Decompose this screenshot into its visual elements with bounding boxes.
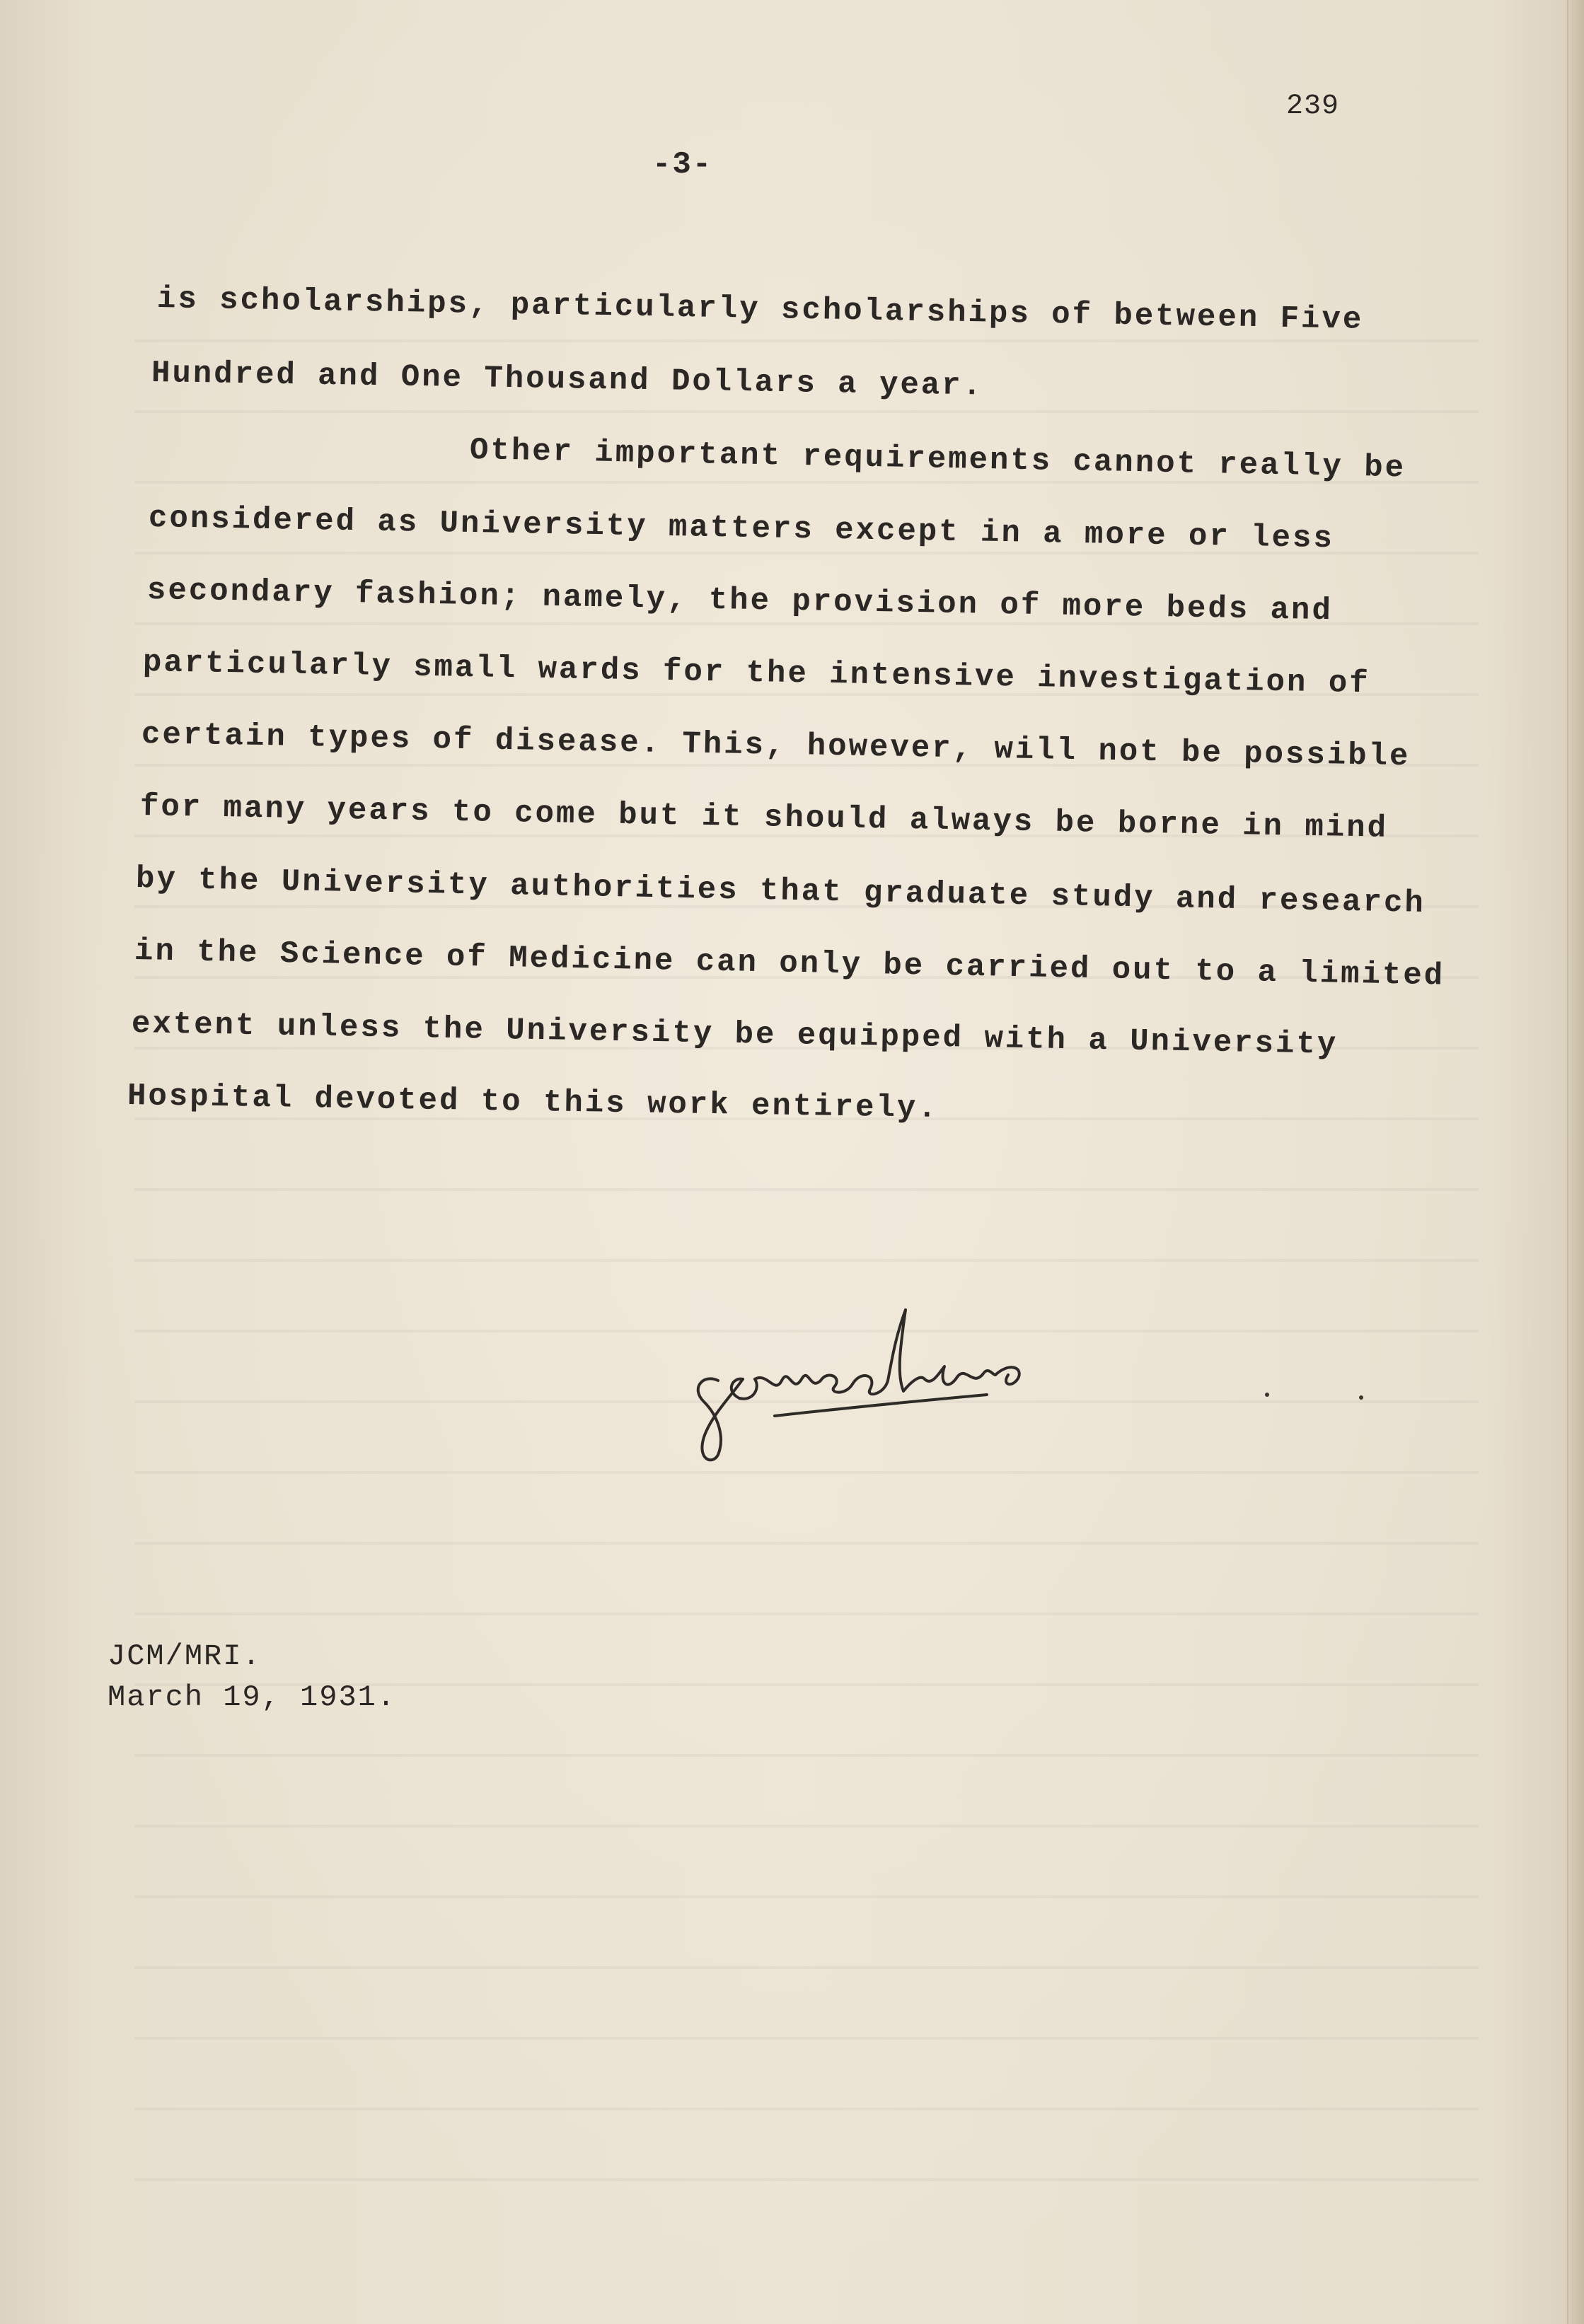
ink-dot: [1265, 1393, 1269, 1397]
page-number: 239: [1286, 91, 1340, 122]
typist-initials: JCM/MRI.: [108, 1639, 262, 1673]
page-marker: -3-: [652, 147, 713, 182]
body-line: Other important requirements cannot really be: [469, 433, 1406, 487]
body-line: certain types of disease. This, however, will not be possible: [141, 717, 1411, 775]
body-line: particularly small wards for the intensive investigation of: [142, 645, 1371, 702]
body-line: Hundred and One Thousand Dollars a year.: [151, 356, 984, 405]
body-line: by the University authorities that graduate study and research: [135, 861, 1426, 922]
ink-dot: [1359, 1395, 1363, 1400]
body-line: Hospital devoted to this work entirely.: [127, 1079, 940, 1127]
handwritten-signature: [676, 1296, 1171, 1465]
body-line: for many years to come but it should always be borne in mind: [139, 789, 1389, 847]
body-line: considered as University matters except in a more or less: [148, 501, 1335, 557]
body-line: in the Science of Medicine can only be carried out to a limited: [134, 934, 1445, 994]
page-edge-line: [1567, 0, 1568, 2324]
body-line: is scholarships, particularly scholarships of between Five: [156, 281, 1364, 338]
document-date: March 19, 1931.: [108, 1680, 397, 1714]
body-line: extent unless the University be equipped with a University: [131, 1006, 1339, 1063]
body-line: secondary fashion; namely, the provision of more beds and: [146, 573, 1334, 629]
